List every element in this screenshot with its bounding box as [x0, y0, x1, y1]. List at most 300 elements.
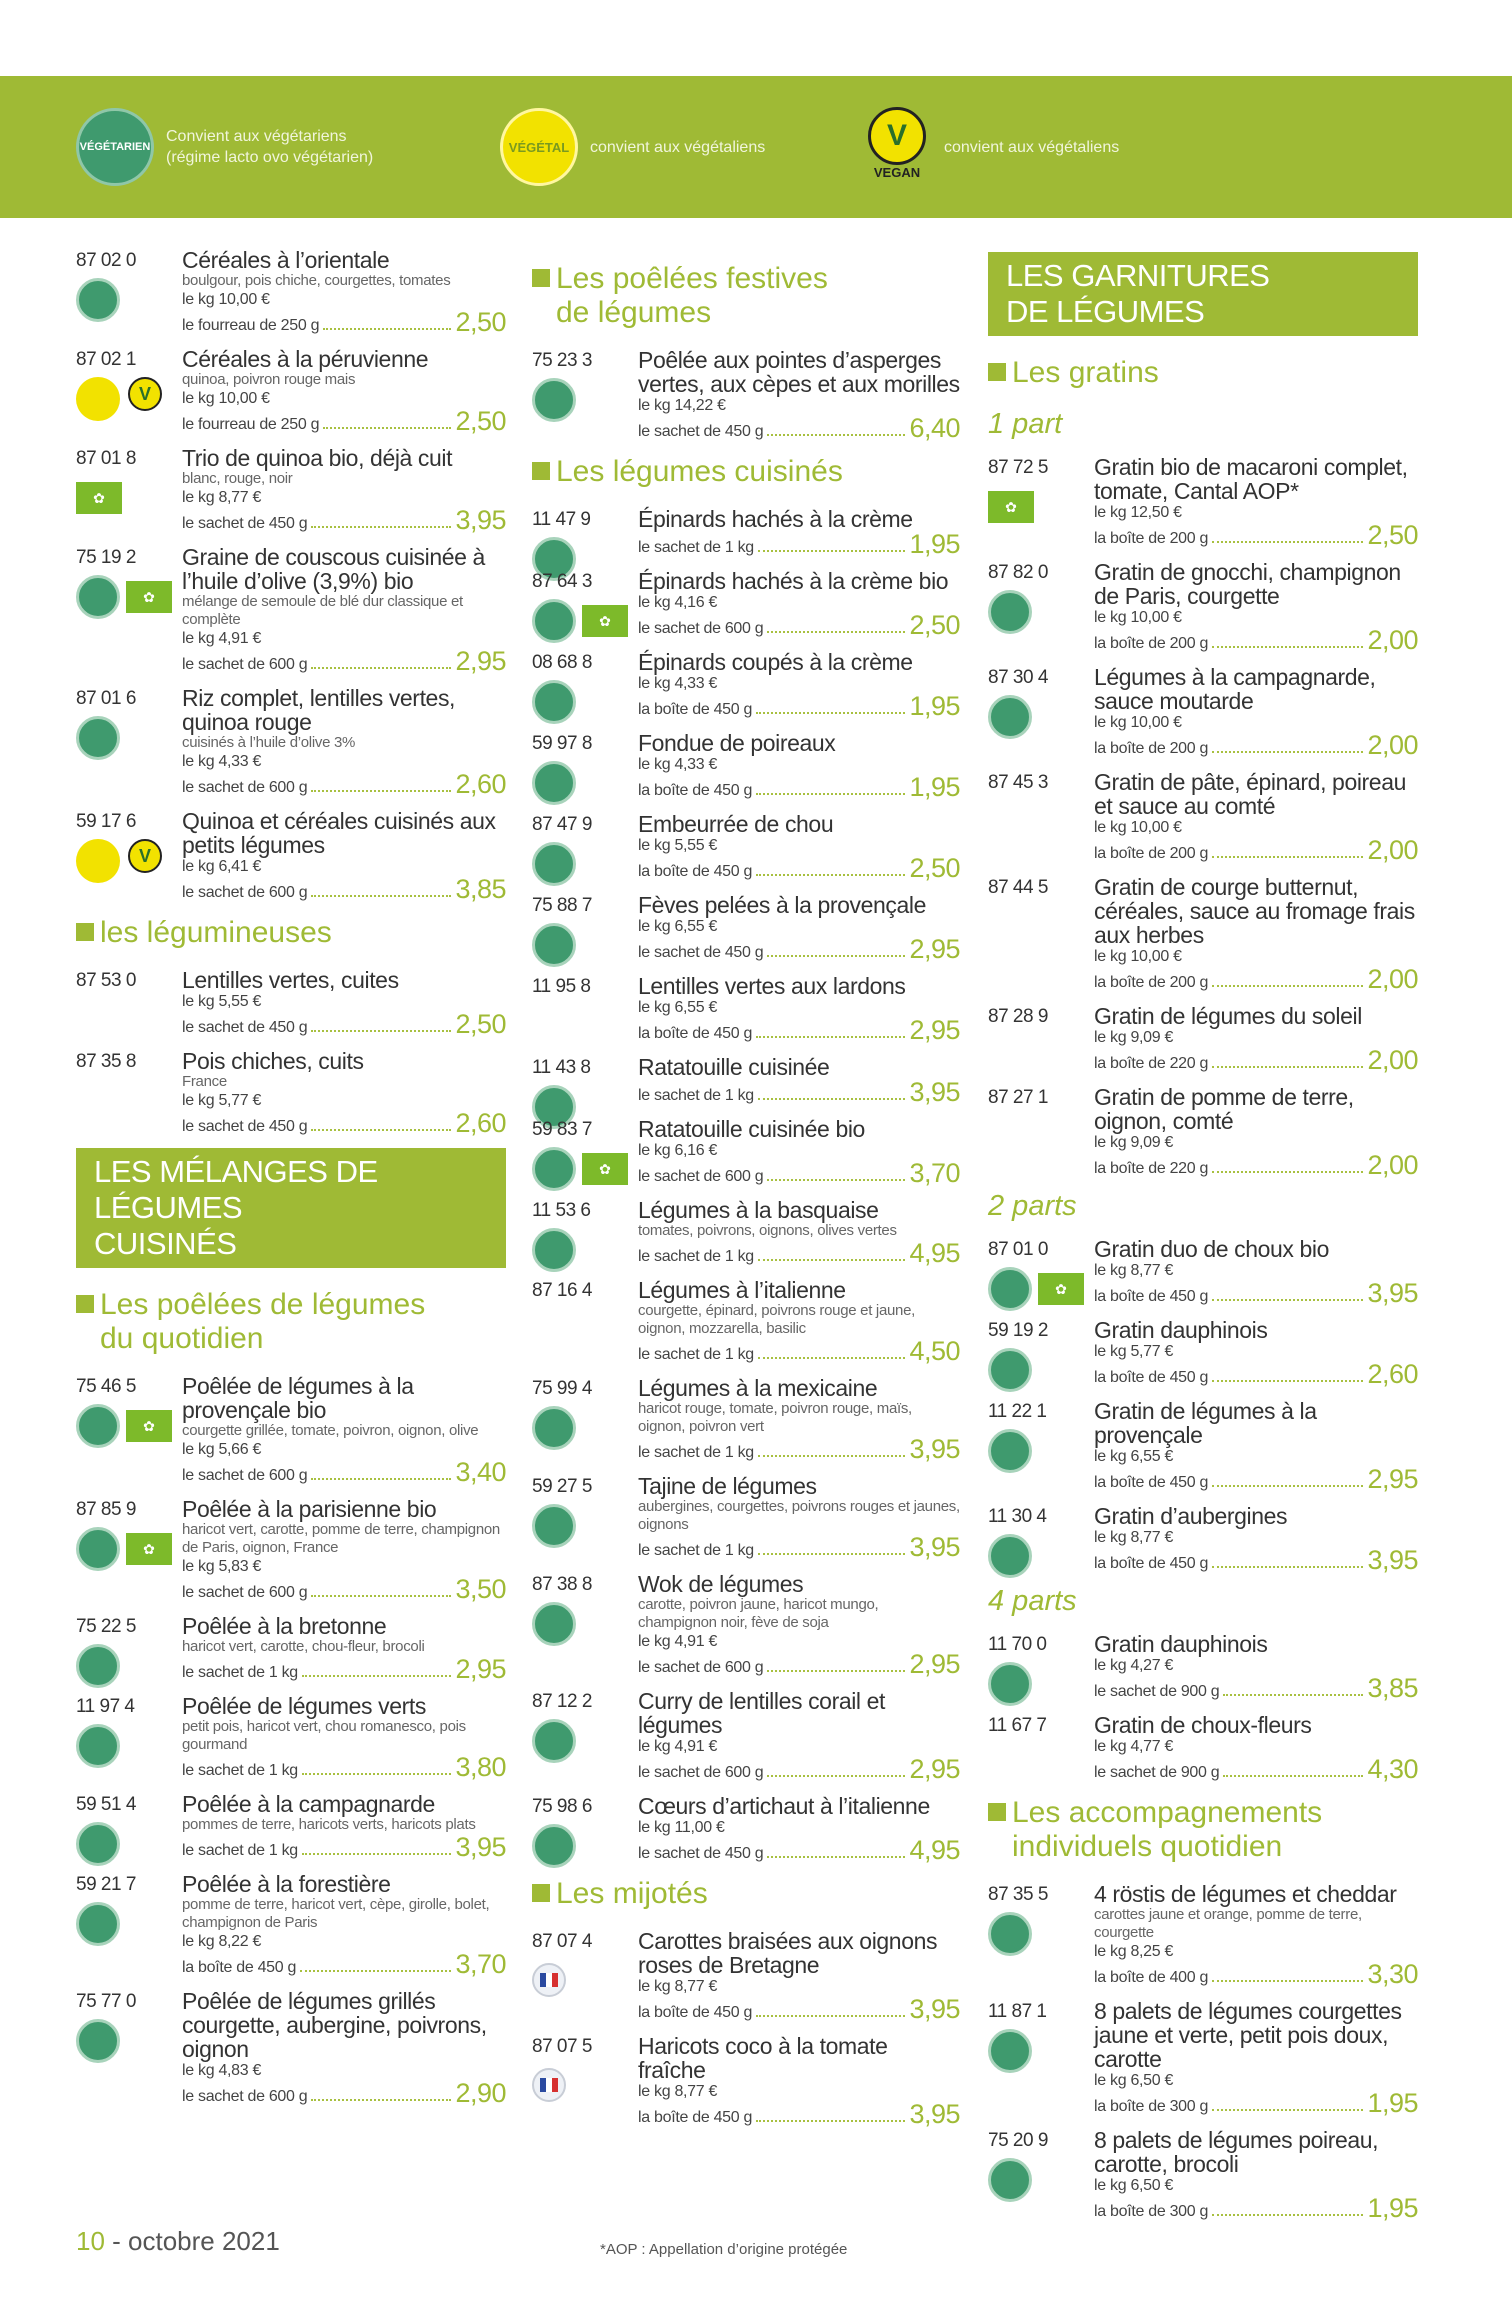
price-line — [638, 855, 960, 881]
product-body — [1094, 455, 1418, 548]
price: 3,85 — [455, 874, 506, 904]
product-code: 75 98 6 — [532, 1796, 592, 1817]
product-name: Wok de légumes — [638, 1571, 804, 1597]
dot-leader — [1212, 1380, 1363, 1382]
price: 2,60 — [455, 769, 506, 799]
label-badges — [532, 1602, 576, 1646]
legend-text: convient aux végétaliens — [944, 138, 1120, 156]
product-body — [1094, 665, 1418, 758]
product-body — [638, 650, 960, 719]
bio-leaf-icon: ✿ — [126, 1533, 172, 1565]
price: 3,95 — [455, 505, 506, 535]
product-body — [1094, 1318, 1418, 1387]
product-name: Gratin bio de macaroni complet, tomate, Cantal AOP* — [1094, 454, 1408, 504]
product-name: 8 palets de légumes courgettes jaune et verte, petit pois doux, carotte — [1094, 1998, 1402, 2072]
product-name: Graine de couscous cuisinée à l’huile d’olive (3,9%) bio — [182, 544, 485, 594]
legend-line: (régime lacto ovo végétarien) — [166, 149, 374, 166]
product-name: Gratin d’aubergines — [1094, 1503, 1288, 1529]
vegetarien-icon — [532, 1228, 576, 1272]
product-body — [638, 893, 960, 962]
product-item — [988, 665, 1418, 758]
price-line — [1094, 522, 1418, 548]
product-body — [182, 1872, 506, 1977]
product-item — [532, 1689, 960, 1782]
vegetarien-icon — [988, 1267, 1032, 1311]
price: 3,95 — [909, 2099, 960, 2129]
price-per-kg: le kg 8,77 € — [1094, 1529, 1174, 1546]
price: 4,50 — [909, 1336, 960, 1366]
dot-leader — [302, 1675, 452, 1677]
label-badges — [76, 575, 172, 619]
product-item — [988, 770, 1418, 863]
product-description: aubergines, courgettes, poivrons rouges et jaunes, oignons — [638, 1498, 960, 1533]
product-code: 87 27 1 — [988, 1087, 1048, 1108]
price: 3,80 — [455, 1752, 506, 1782]
product-name: Lentilles vertes aux lardons — [638, 973, 906, 999]
product-body — [1094, 1632, 1418, 1701]
product-item — [532, 974, 960, 1043]
product-item — [76, 1694, 506, 1780]
dot-leader — [1212, 2109, 1363, 2111]
product-item — [988, 1504, 1418, 1573]
price-per-kg: le kg 5,55 € — [182, 993, 262, 1010]
bio-leaf-icon: ✿ — [126, 581, 172, 613]
price: 2,50 — [455, 1009, 506, 1039]
pack-size: le sachet de 450 g — [638, 423, 764, 440]
product-code: 87 85 9 — [76, 1499, 136, 1520]
product-code: 59 97 8 — [532, 733, 592, 754]
vegan-badge-icon: V VEGAN — [862, 107, 932, 187]
product-item — [988, 2128, 1418, 2221]
product-name: Haricots coco à la tomate fraîche — [638, 2033, 888, 2083]
dot-leader — [756, 1036, 905, 1038]
price: 1,95 — [1367, 2088, 1418, 2118]
product-code: 87 01 6 — [76, 688, 136, 709]
product-body — [182, 1694, 506, 1780]
price-per-kg: le kg 10,00 € — [182, 291, 270, 308]
price-per-kg: le kg 8,22 € — [182, 1933, 262, 1950]
product-code: 11 22 1 — [988, 1401, 1047, 1422]
price: 2,95 — [909, 1015, 960, 1045]
product-description: mélange de semoule de blé dur classique et complète — [182, 593, 463, 628]
product-body — [638, 1198, 960, 1266]
product-body — [1094, 1237, 1418, 1306]
price-line — [638, 693, 960, 719]
label-badges — [76, 1902, 120, 1946]
product-name: Ratatouille cuisinée — [638, 1054, 830, 1080]
vegetarien-icon — [76, 575, 120, 619]
price-per-kg: le kg 10,00 € — [1094, 819, 1182, 836]
vegetarien-icon — [76, 1724, 120, 1768]
vegetarien-icon — [532, 1719, 576, 1763]
price-line — [182, 1951, 506, 1977]
product-description: haricot vert, carotte, chou-fleur, brocoli — [182, 1638, 425, 1655]
product-code: 87 35 5 — [988, 1884, 1048, 1905]
section-title: Les gratins — [988, 356, 1418, 390]
product-body — [638, 1689, 960, 1782]
product-name: Poêlée de légumes verts — [182, 1693, 426, 1719]
product-name: 8 palets de légumes poireau, carotte, brocoli — [1094, 2127, 1379, 2177]
product-name: Gratin duo de choux bio — [1094, 1236, 1330, 1262]
category-box-title: LES GARNITURES DE LÉGUMES — [988, 252, 1418, 336]
price-per-kg: le kg 10,00 € — [1094, 714, 1182, 731]
product-code: 75 77 0 — [76, 1991, 136, 2012]
price-per-kg: le kg 4,91 € — [182, 630, 262, 647]
product-description: France — [182, 1073, 227, 1090]
price-line — [638, 1651, 960, 1677]
bio-leaf-icon: ✿ — [582, 605, 628, 637]
product-description: boulgour, pois chiche, courgettes, tomates — [182, 272, 451, 289]
product-item — [532, 1278, 960, 1364]
pack-size: le sachet de 1 kg — [182, 1762, 298, 1779]
price: 2,00 — [1367, 625, 1418, 655]
label-badges — [988, 485, 1034, 523]
product-body — [182, 347, 506, 434]
product-item — [532, 569, 960, 638]
issue-date: octobre 2021 — [128, 2226, 280, 2256]
product-code: 59 51 4 — [76, 1794, 136, 1815]
product-name: Embeurrée de chou — [638, 811, 834, 837]
pack-size: la boîte de 400 g — [1094, 1969, 1209, 1986]
product-name: Fèves pelées à la provençale — [638, 892, 926, 918]
pack-size: la boîte de 200 g — [1094, 740, 1209, 757]
product-code: 87 28 9 — [988, 1006, 1048, 1027]
dot-leader — [1212, 541, 1363, 543]
portion-subtitle: 4 parts — [988, 1585, 1077, 1617]
price-line — [1094, 966, 1418, 992]
product-body — [638, 348, 960, 441]
pack-size: la boîte de 200 g — [1094, 530, 1209, 547]
product-item — [988, 1318, 1418, 1387]
price-line — [638, 1837, 960, 1863]
price-per-kg: le kg 4,83 € — [182, 2062, 262, 2079]
product-item — [988, 1237, 1418, 1306]
label-badges — [76, 1724, 120, 1768]
price-line — [1094, 732, 1418, 758]
product-item — [532, 1198, 960, 1266]
dot-leader — [1212, 1566, 1363, 1568]
product-code: 87 44 5 — [988, 877, 1048, 898]
pack-size: le sachet de 600 g — [638, 1659, 764, 1676]
label-badges — [532, 378, 576, 422]
product-code: 75 46 5 — [76, 1376, 136, 1397]
vegetarien-icon — [76, 1822, 120, 1866]
label-badges — [532, 761, 576, 805]
price: 2,60 — [455, 1108, 506, 1138]
dot-leader — [1212, 1299, 1363, 1301]
label-badges — [76, 839, 164, 887]
origine-france-icon — [532, 1963, 566, 1997]
pack-size: le sachet de 900 g — [1094, 1764, 1220, 1781]
price-line — [182, 1754, 506, 1780]
price-per-kg: le kg 5,66 € — [182, 1441, 262, 1458]
section-title: Les légumes cuisinés — [532, 455, 960, 489]
product-code: 87 53 0 — [76, 970, 136, 991]
product-name: Poêlée de légumes grillés courgette, aubergine, poivrons, oignon — [182, 1988, 487, 2062]
label-badges — [76, 716, 120, 760]
pack-size: la boîte de 450 g — [1094, 1474, 1209, 1491]
vegetarien-icon — [76, 278, 120, 322]
dot-leader — [758, 550, 906, 552]
price-per-kg: le kg 5,55 € — [638, 837, 718, 854]
pack-size: la boîte de 300 g — [1094, 2098, 1209, 2115]
product-description: courgette grillée, tomate, poivron, oignon, olive — [182, 1422, 479, 1439]
dot-leader — [323, 328, 451, 330]
page-number: 10 — [76, 2226, 105, 2256]
product-name: Gratin dauphinois — [1094, 1317, 1268, 1343]
pack-size: le sachet de 600 g — [182, 1467, 308, 1484]
product-code: 59 17 6 — [76, 811, 136, 832]
vegetarien-icon — [532, 923, 576, 967]
legend-line: Convient aux végétariens — [166, 128, 347, 145]
footnote: *AOP : Appellation d’origine protégée — [600, 2241, 848, 2258]
product-item — [76, 686, 506, 797]
product-item — [76, 248, 506, 335]
price-per-kg: le kg 5,77 € — [182, 1092, 262, 1109]
vegetal-badge-icon: VÉGÉTAL — [500, 108, 578, 186]
product-body — [1094, 1399, 1418, 1492]
product-name: Lentilles vertes, cuites — [182, 967, 399, 993]
product-item — [988, 1882, 1418, 1987]
product-name: Gratin de choux-fleurs — [1094, 1712, 1312, 1738]
pack-size: la boîte de 450 g — [638, 1025, 753, 1042]
product-code: 87 12 2 — [532, 1691, 592, 1712]
product-item — [76, 545, 506, 674]
product-name: 4 röstis de légumes et cheddar — [1094, 1881, 1397, 1907]
price-line — [1094, 1280, 1418, 1306]
product-item — [76, 1374, 506, 1485]
product-item — [532, 1376, 960, 1462]
legend-vegan — [862, 76, 1119, 218]
product-description: carotte, poivron jaune, haricot mungo, champignon noir, fève de soja — [638, 1596, 879, 1631]
product-code: 11 87 1 — [988, 2001, 1047, 2022]
price: 3,95 — [909, 1994, 960, 2024]
column-2 — [532, 258, 960, 2139]
product-description: carottes jaune et orange, pomme de terre, courgette — [1094, 1906, 1362, 1941]
product-body — [638, 1572, 960, 1677]
product-code: 87 07 4 — [532, 1931, 592, 1952]
price: 2,90 — [455, 2078, 506, 2108]
vegetarien-icon — [532, 599, 576, 643]
product-item — [532, 812, 960, 881]
product-code: 87 02 1 — [76, 349, 136, 370]
vegetarien-icon — [532, 842, 576, 886]
price: 2,50 — [1367, 520, 1418, 550]
pack-size: la boîte de 450 g — [638, 701, 753, 718]
category-box-title: LES MÉLANGES DE LÉGUMES CUISINÉS — [76, 1148, 506, 1268]
label-badges — [532, 842, 576, 886]
product-body — [182, 1792, 506, 1860]
product-code: 87 01 0 — [988, 1239, 1048, 1260]
pack-size: le sachet de 600 g — [182, 884, 308, 901]
legend-text — [166, 126, 373, 168]
product-description: pomme de terre, haricot vert, cèpe, girolle, bolet, champignon de Paris — [182, 1896, 490, 1931]
product-name: Légumes à la basquaise — [638, 1197, 879, 1223]
dot-leader — [767, 1856, 905, 1858]
column-3 — [988, 252, 1418, 2233]
vegetarien-icon — [988, 590, 1032, 634]
product-item — [988, 1004, 1418, 1073]
price-line — [1094, 1961, 1418, 1987]
product-name: Légumes à la mexicaine — [638, 1375, 878, 1401]
product-item — [532, 731, 960, 800]
product-name: Gratin de légumes à la provençale — [1094, 1398, 1317, 1448]
product-item — [532, 650, 960, 719]
pack-size: le sachet de 600 g — [182, 2088, 308, 2105]
label-badges — [76, 278, 120, 322]
product-code: 87 47 9 — [532, 814, 592, 835]
dot-leader — [323, 427, 451, 429]
product-code: 87 64 3 — [532, 571, 592, 592]
price-line — [1094, 1675, 1418, 1701]
price: 2,00 — [1367, 835, 1418, 865]
price-line — [182, 771, 506, 797]
product-name: Gratin de pâte, épinard, poireau et sauce au comté — [1094, 769, 1406, 819]
label-badges — [76, 1822, 120, 1866]
price-line — [638, 612, 960, 638]
product-code: 75 23 3 — [532, 350, 592, 371]
price-line — [638, 415, 960, 441]
label-badges — [76, 476, 122, 514]
price: 4,95 — [909, 1835, 960, 1865]
product-item — [988, 1085, 1418, 1178]
column-1 — [76, 248, 506, 2118]
vegetarien-icon — [988, 1534, 1032, 1578]
product-name: Céréales à l’orientale — [182, 247, 390, 273]
price: 1,95 — [909, 529, 960, 559]
product-body — [182, 809, 506, 902]
product-description: tomates, poivrons, oignons, olives vertes — [638, 1222, 897, 1239]
product-body — [638, 1474, 960, 1560]
origine-france-icon — [532, 2068, 566, 2102]
pack-size: le sachet de 1 kg — [638, 1087, 754, 1104]
product-code: 11 53 6 — [532, 1200, 591, 1221]
price: 2,60 — [1367, 1359, 1418, 1389]
label-badges — [988, 2029, 1032, 2073]
price: 2,95 — [455, 1654, 506, 1684]
product-name: Céréales à la péruvienne — [182, 346, 429, 372]
price-per-kg: le kg 4,77 € — [1094, 1738, 1174, 1755]
vegetarien-icon — [988, 2029, 1032, 2073]
pack-size: la boîte de 450 g — [638, 863, 753, 880]
product-body — [638, 1376, 960, 1462]
price-per-kg: le kg 10,00 € — [182, 390, 270, 407]
price-line — [182, 1011, 506, 1037]
label-badges — [988, 590, 1032, 634]
product-name: Poêlée à la forestière — [182, 1871, 391, 1897]
vegetarien-icon — [532, 761, 576, 805]
product-body — [638, 1794, 960, 1863]
product-name: Riz complet, lentilles vertes, quinoa rouge — [182, 685, 456, 735]
price: 3,50 — [455, 1574, 506, 1604]
pack-size: le sachet de 450 g — [182, 515, 308, 532]
price-line — [1094, 1756, 1418, 1782]
product-item — [988, 1632, 1418, 1701]
product-item — [988, 875, 1418, 992]
pack-size: la boîte de 450 g — [1094, 1288, 1209, 1305]
dot-leader — [758, 1357, 906, 1359]
label-badges — [76, 1404, 172, 1448]
vegan-icon: V — [126, 377, 164, 425]
product-code: 11 47 9 — [532, 509, 591, 530]
product-name: Poêlée à la bretonne — [182, 1613, 387, 1639]
price-line — [638, 1079, 960, 1105]
product-name: Légumes à l’italienne — [638, 1277, 846, 1303]
price-line — [1094, 1361, 1418, 1387]
dot-leader — [311, 790, 451, 792]
pack-size: la boîte de 450 g — [638, 782, 753, 799]
label-badges — [532, 1406, 576, 1450]
product-body — [1094, 1004, 1418, 1073]
dot-leader — [1212, 646, 1363, 648]
product-body — [1094, 2128, 1418, 2221]
pack-size: le sachet de 600 g — [182, 1584, 308, 1601]
product-body — [182, 1614, 506, 1682]
price-per-kg: le kg 9,09 € — [1094, 1029, 1174, 1046]
price-line — [182, 309, 506, 335]
label-badges — [532, 1959, 566, 1997]
product-body — [182, 248, 506, 335]
price-line — [638, 2101, 960, 2127]
product-body — [1094, 875, 1418, 992]
price-line — [1094, 1152, 1418, 1178]
bio-leaf-icon: ✿ — [1038, 1273, 1084, 1305]
dot-leader — [302, 1853, 452, 1855]
dot-leader — [756, 712, 905, 714]
dot-leader — [767, 1775, 905, 1777]
product-body — [1094, 770, 1418, 863]
product-body — [638, 569, 960, 638]
pack-size: le sachet de 450 g — [182, 1118, 308, 1135]
section-title: Les poêlées de légumes du quotidien — [76, 1288, 506, 1356]
price-per-kg: le kg 8,77 € — [638, 2083, 718, 2100]
product-name: Gratin de pomme de terre, oignon, comté — [1094, 1084, 1354, 1134]
pack-size: le sachet de 1 kg — [638, 539, 754, 556]
product-body — [638, 812, 960, 881]
price-line — [182, 1834, 506, 1860]
product-body — [638, 974, 960, 1043]
dot-leader — [756, 874, 905, 876]
product-item — [76, 446, 506, 533]
product-body — [1094, 1504, 1418, 1573]
pack-size: la boîte de 220 g — [1094, 1160, 1209, 1177]
pack-size: le fourreau de 250 g — [182, 416, 320, 433]
dot-leader — [302, 1773, 452, 1775]
product-item — [76, 968, 506, 1037]
price: 3,85 — [1367, 1673, 1418, 1703]
vegetarien-icon — [76, 1527, 120, 1571]
price-line — [1094, 2195, 1418, 2221]
product-name: Gratin de courge butternut, céréales, sauce au fromage frais aux herbes — [1094, 874, 1415, 948]
dot-leader — [767, 955, 905, 957]
vegetarien-icon — [76, 1644, 120, 1688]
label-badges — [988, 2158, 1032, 2202]
price: 2,50 — [909, 853, 960, 883]
price-line — [638, 1996, 960, 2022]
product-code: 87 01 8 — [76, 448, 136, 469]
dot-leader — [1212, 856, 1363, 858]
product-code: 87 38 8 — [532, 1574, 592, 1595]
vegetarien-icon — [76, 2019, 120, 2063]
pack-size: la boîte de 450 g — [1094, 1369, 1209, 1386]
product-name: Épinards hachés à la crème bio — [638, 568, 949, 594]
product-name: Cœurs d’artichaut à l’italienne — [638, 1793, 930, 1819]
product-item — [532, 2034, 960, 2127]
price: 4,95 — [909, 1238, 960, 1268]
pack-size: la boîte de 200 g — [1094, 974, 1209, 991]
product-code: 87 35 8 — [76, 1051, 136, 1072]
price-line — [182, 648, 506, 674]
